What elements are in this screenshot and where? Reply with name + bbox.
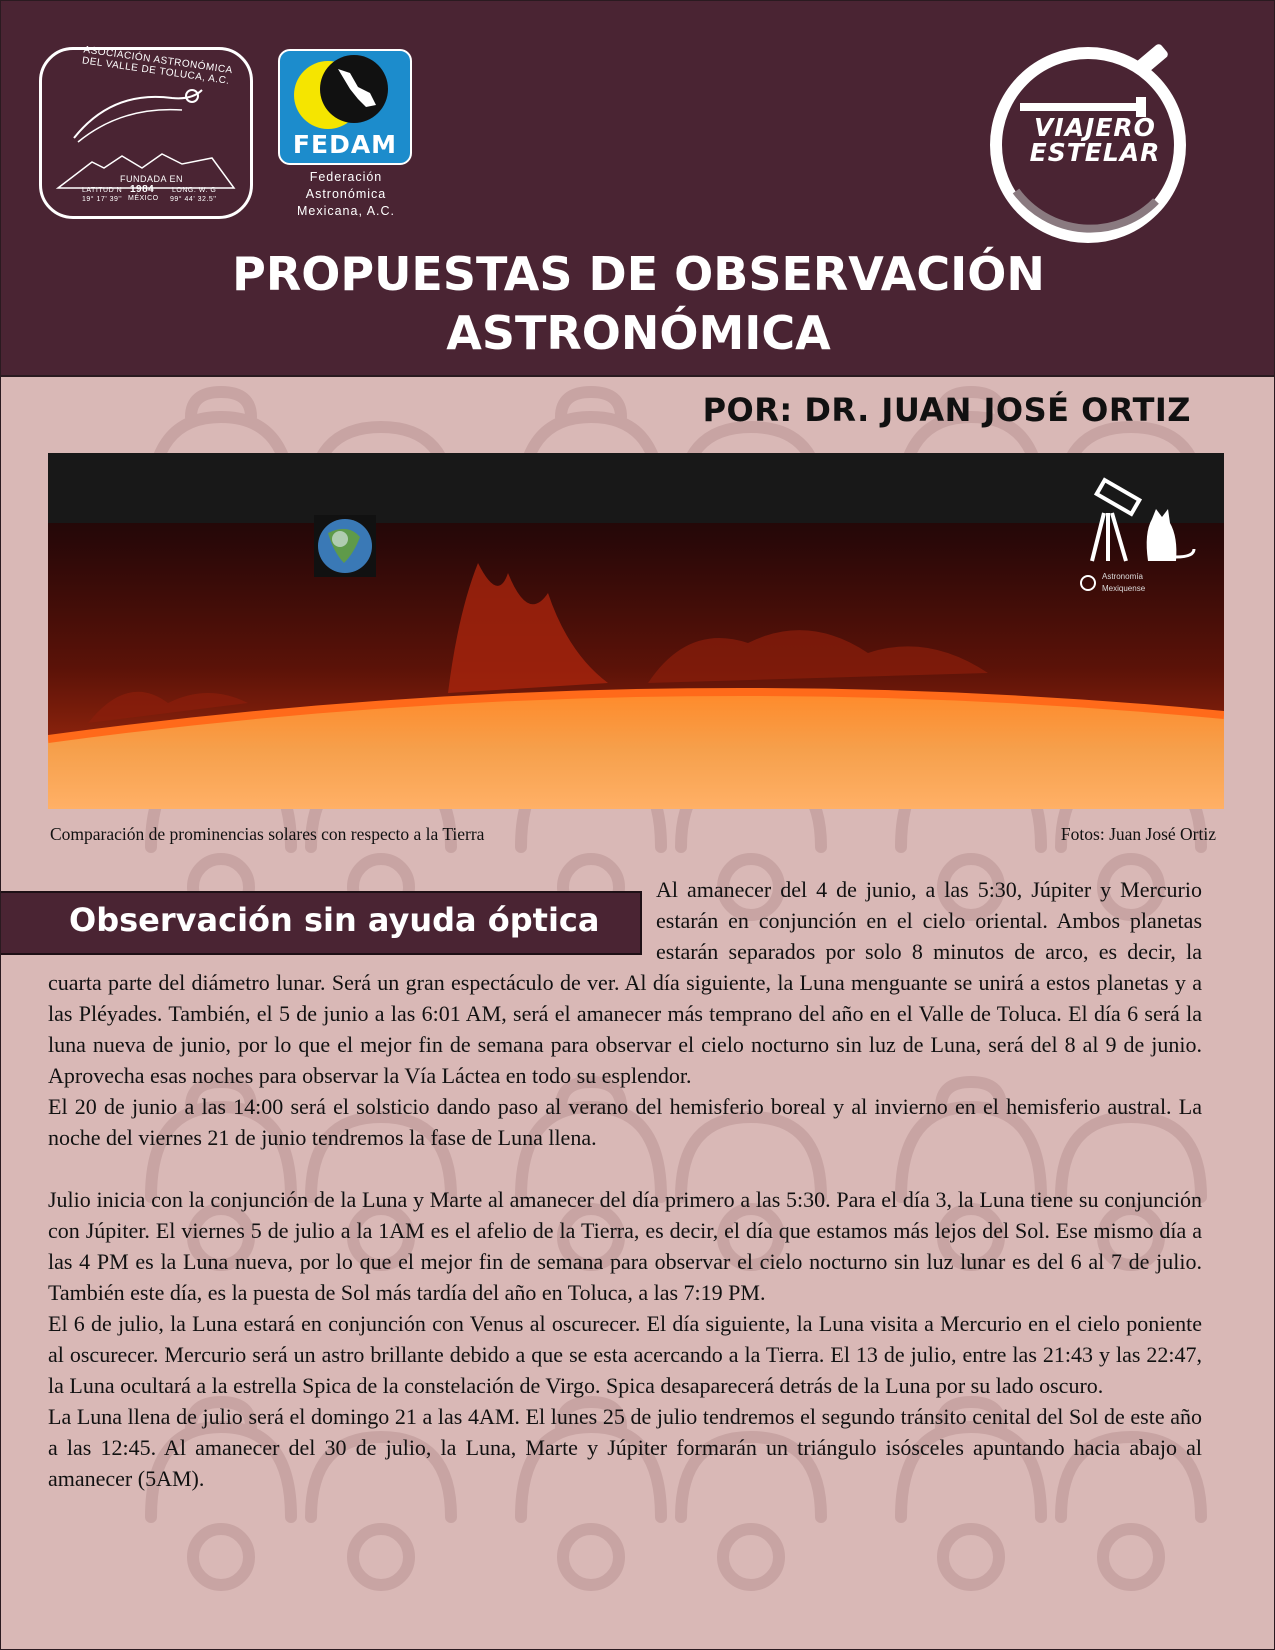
fedam-line-2: Astronómica: [305, 187, 387, 201]
fedam-line-1: Federación: [309, 170, 383, 184]
viajero-estelar-logo: [986, 31, 1200, 245]
avt-year: 1984: [130, 184, 155, 195]
solar-prominence-photo: [48, 453, 1224, 809]
avt-ring-text: ASOCIACIÓN ASTRONÓMICA DEL VALLE DE TOLUCA, A.C.: [81, 44, 233, 87]
avt-lat-value: 19° 17' 39'': [82, 196, 123, 203]
paragraph: El 6 de julio, la Luna estará en conjunción con Venus al oscurecer. El día siguiente, la Luna visita a Mercurio en el cielo poniente al oscurecer. Mercurio será un astro brillante debido a que se esta acercando a la Tierra. El 13 de julio, entre las 21:43 y las 22:47, la Luna ocultará a la estrella Spica de la constelación de Virgo. Spica desaparecerá detrás de la Luna por su lado oscuro.: [48, 1311, 1202, 1398]
photo-caption: Comparación de prominencias solares con respecto a la Tierra: [50, 824, 485, 844]
author-byline: POR: DR. JUAN JOSÉ ORTIZ: [702, 391, 1191, 429]
fedam-line-3: Mexicana, A.C.: [296, 204, 396, 218]
sun-limb-image: [48, 453, 1224, 809]
viajero-line-1: VIAJERO: [1034, 113, 1156, 142]
paragraph: Julio inicia con la conjunción de la Luna y Marte al amanecer del día primero a las 5:30. Para el día 3, la Luna tiene su conjunción con Júpiter. El viernes 5 de julio a la 1AM es el afelio de la Tierra, es decir, el día que estamos más lejos del Sol. Ese mismo día a las 4 PM es la Luna nueva, por lo que el mejor fin de semana para observar el cielo nocturno sin luz lunar es del 6 al 7 de julio. También este día, es la puesta de Sol más tardía del año en Toluca, a las 7:19 PM.: [48, 1187, 1202, 1305]
viajero-wordmark: [1004, 115, 1186, 165]
paragraph: El 20 de junio a las 14:00 será el solsticio dando paso al verano del hemisferio boreal y al invierno en el hemisferio austral. La noche del viernes 21 de junio tendremos la fase de Luna llena.: [48, 1094, 1202, 1150]
photo-watermark-line-1: Astronomía: [1102, 572, 1143, 581]
viajero-line-2: ESTELAR: [1029, 138, 1161, 167]
fedam-badge: [278, 49, 412, 165]
float-spacer: [48, 874, 656, 967]
fedam-wordmark: FEDAM: [292, 130, 398, 159]
paragraph-spacer: [48, 1153, 1202, 1184]
photo-credit: Fotos: Juan José Ortiz: [1060, 824, 1216, 844]
page-title: [1, 245, 1275, 363]
paragraph: La Luna llena de julio será el domingo 21 a las 4AM. El lunes 25 de julio tendremos el segundo tránsito cenital del Sol de este año a las 12:45. Al amanecer del 30 de julio, la Luna, Marte y Júpiter formarán un triángulo isósceles apuntando hacia abajo al amanecer (5AM).: [48, 1404, 1202, 1491]
fedam-logo: [278, 49, 414, 219]
title-line-2: ASTRONÓMICA: [446, 306, 831, 360]
avt-long-label: LONG. W. G: [172, 187, 217, 194]
header-band: [1, 1, 1275, 377]
avt-long-value: 99° 44' 32.5'': [170, 196, 217, 203]
section-title: Observación sin ayuda óptica: [69, 901, 600, 939]
avt-founded: FUNDADA EN: [120, 174, 184, 184]
paragraph: Al amanecer del 4 de junio, a las 5:30, Júpiter y Mercurio estarán en conjunción en el cielo oriental. Ambos planetas estarán separados por solo 8 minutos de arco, es decir, la cuarta parte del diámetro lunar. Será un gran espectáculo de ver. Al día siguiente, la Luna menguante se unirá a estos planetas y a las Pléyades. También, el 5 de junio a las 6:01 AM, será el amanecer más temprano del año en el Valle de Toluca. El día 6 será la luna nueva de junio, por lo que el mejor fin de semana para observar el cielo nocturno sin luz de Luna, será del 8 al 9 de junio. Aprovecha esas noches para observar la Vía Láctea en todo su esplendor.: [48, 877, 1202, 1088]
article-body: [48, 874, 1202, 1494]
eclipse-mexico-icon: [280, 51, 412, 135]
title-line-1: PROPUESTAS DE OBSERVACIÓN: [232, 247, 1045, 301]
avt-lat-label: LATITUD N: [82, 187, 123, 194]
avt-logo: [39, 44, 253, 219]
avt-place: MÉXICO: [128, 195, 159, 202]
fedam-subtitle: [264, 169, 428, 220]
photo-watermark-line-2: Mexiquense: [1102, 584, 1146, 593]
